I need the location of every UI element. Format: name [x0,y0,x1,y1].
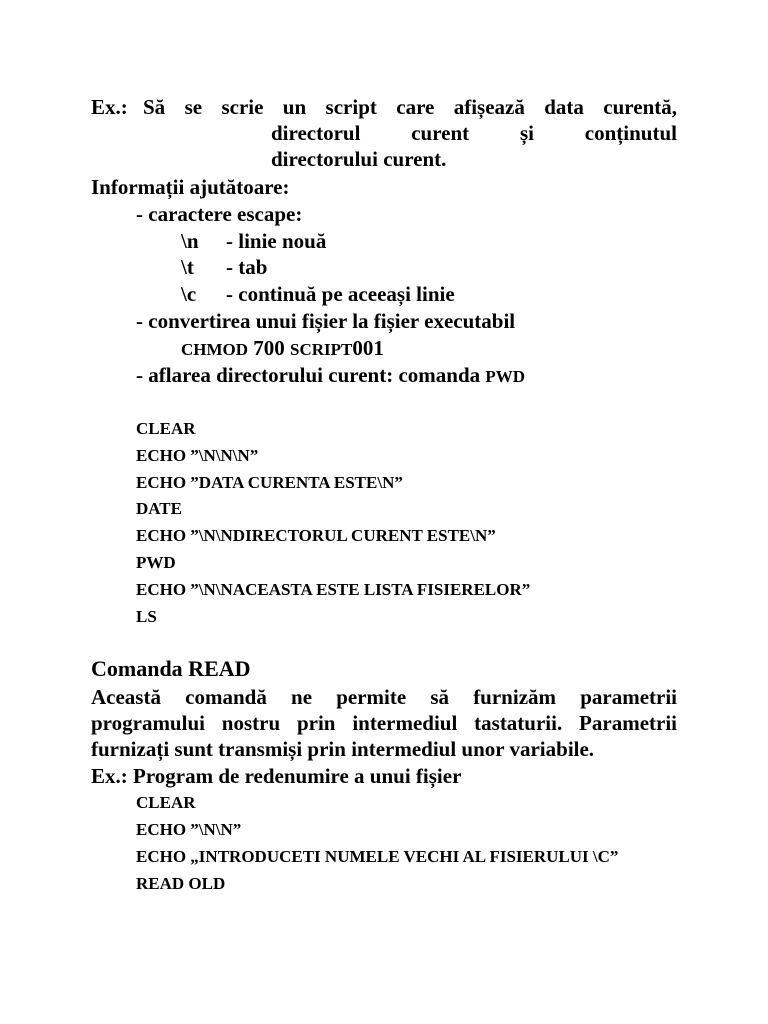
script1-line-3: ECHO ”DATA CURENTA ESTE\N” [136,473,403,492]
escape-code-n: \n [181,229,199,253]
pwd-text: - aflarea directorului curent: comanda [136,363,486,387]
escape-desc-t: - tab [226,255,268,279]
script1-line-4: DATE [136,499,182,518]
script2-line-1: CLEAR [136,793,196,812]
pwd-line [136,362,525,390]
script2-line-2: ECHO ”\N\N” [136,820,242,839]
pwd-command: PWD [485,367,526,386]
escape-desc-n: - linie nouă [226,229,327,253]
chmod-script-name: SCRIPT [290,340,353,359]
script2-line-3: ECHO „INTRODUCETI NUMELE VECHI AL FISIERULUI \C” [136,847,619,866]
read-paragraph: Această comandă ne permite să furnizăm parametrii programului nostru prin intermediul tastaturii. Parametrii [91,685,677,735]
script1-line-7: ECHO ”\N\NACEASTA ESTE LISTA FISIERELOR” [136,580,531,599]
script1-line-2: ECHO ”\N\N\N” [136,446,259,465]
script1-line-8: LS [136,607,157,626]
read-example: Ex.: Program de redenumire a unui fișier [91,764,462,788]
info-title: Informații ajutătoare: [91,175,290,199]
chmod-command [181,335,384,363]
chmod-script-number: 001 [352,336,384,360]
exercise-line-3: directorului curent. [271,147,447,171]
exercise-line-2: directorul curent și conținutul [271,121,677,145]
escape-title: - caractere escape: [136,202,303,226]
escape-code-c: \c [181,282,197,306]
read-paragraph-last: furnizați sunt transmiși prin intermediul unor variabile. [91,737,595,761]
escape-code-t: \t [181,255,194,279]
chmod-mode: 700 [248,336,291,360]
exercise-line-1: Să se scrie un script care afișează data curentă, [143,95,677,119]
script1-line-1: CLEAR [136,419,196,438]
escape-desc-c: - continuă pe aceeași linie [226,282,455,306]
convert-line: - convertirea unui fișier la fișier executabil [136,309,516,333]
chmod-keyword: CHMOD [181,340,249,359]
script1-line-5: ECHO ”\N\NDIRECTORUL CURENT ESTE\N” [136,526,496,545]
script1-line-6: PWD [136,553,176,572]
section-heading-read: Comanda READ [91,656,251,681]
exercise-prefix: Ex.: [91,95,128,119]
script2-line-4: READ OLD [136,874,226,893]
